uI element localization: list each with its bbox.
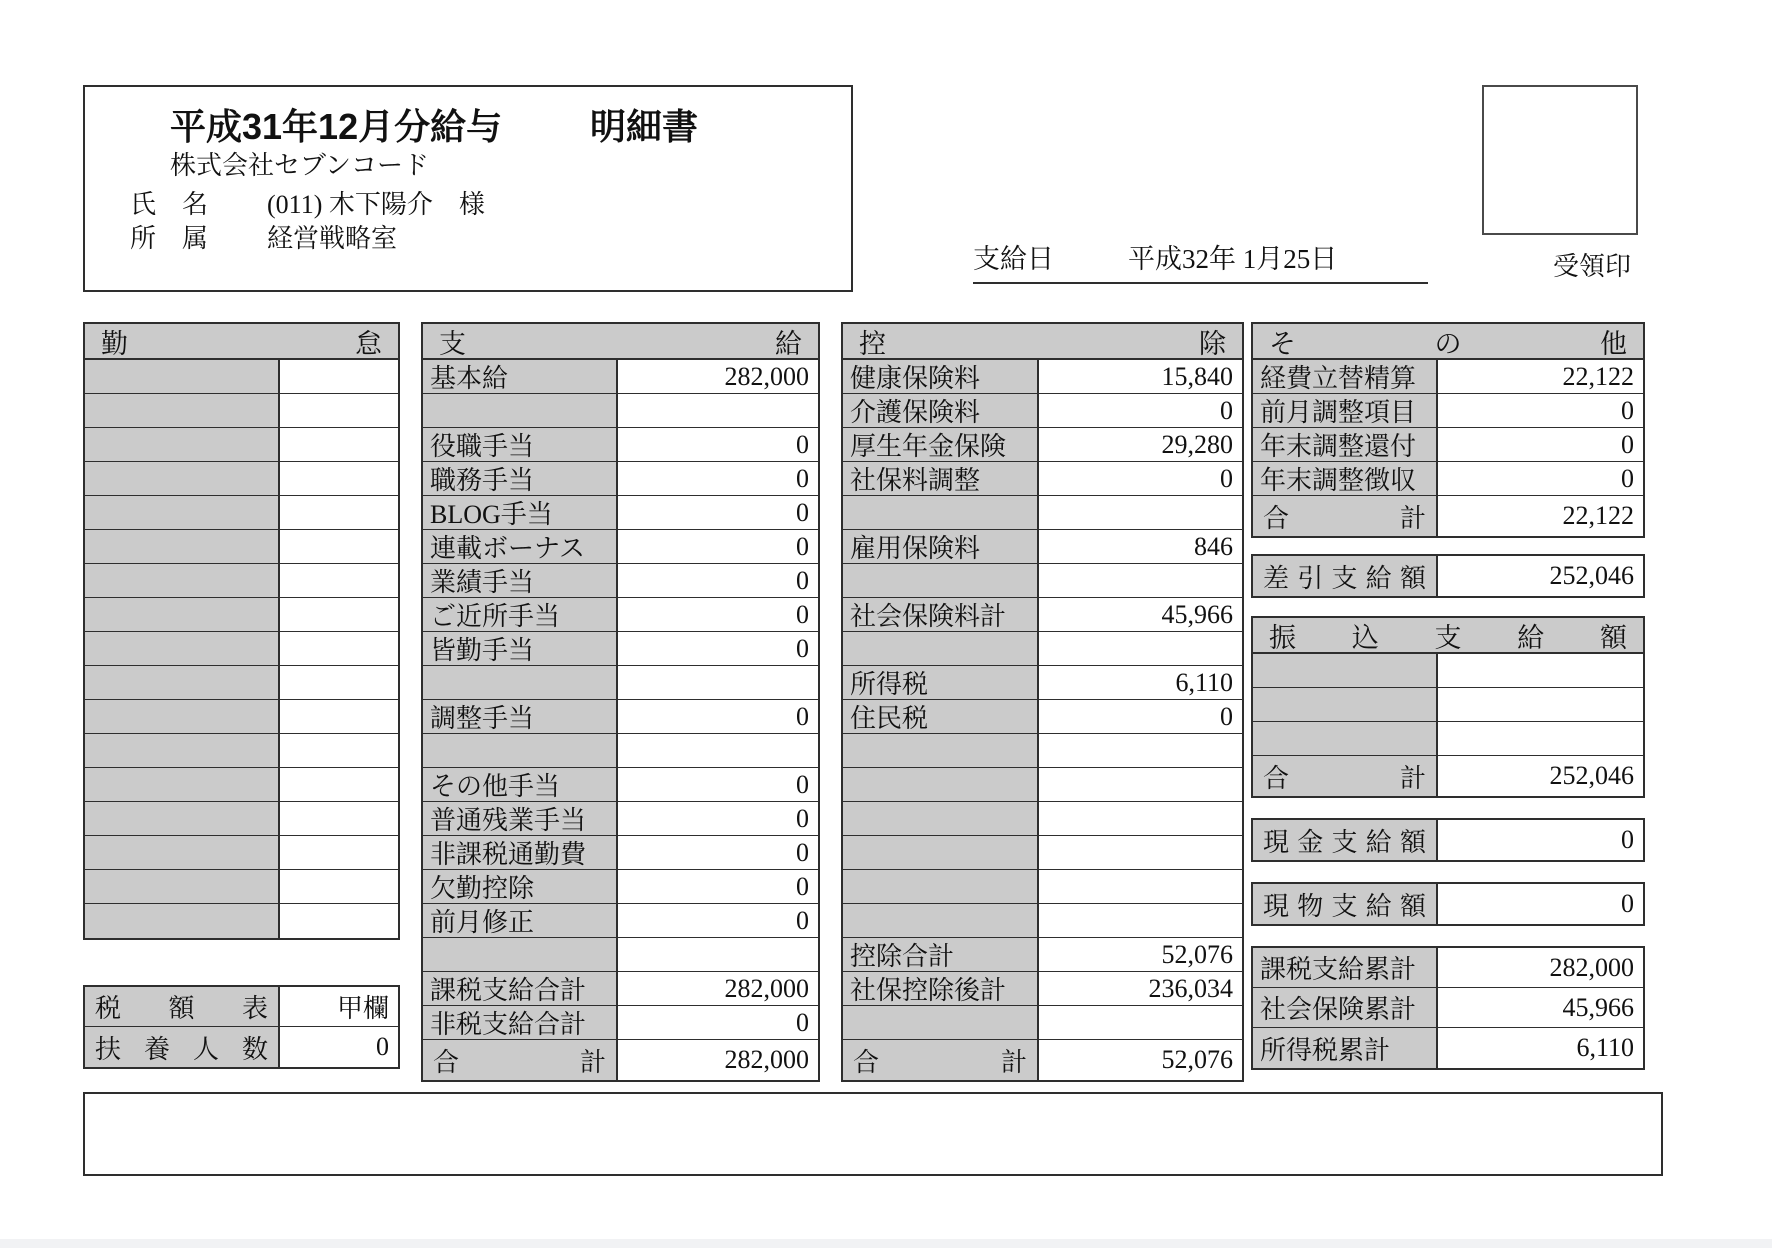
row-value: 45,966 [1039, 598, 1242, 631]
table-row [843, 632, 1242, 666]
row-value: 0 [618, 632, 818, 665]
row-label: 健康保険料 [843, 360, 1039, 393]
table-row [423, 394, 818, 428]
table-row [843, 666, 1242, 700]
row-label [85, 598, 280, 631]
row-value [618, 394, 818, 427]
table-row [843, 462, 1242, 496]
row-label: 所得税累計 [1253, 1028, 1438, 1068]
row-value [1039, 802, 1242, 835]
row-value: 282,000 [618, 972, 818, 1005]
row-value: 0 [1438, 820, 1643, 860]
table-row [85, 768, 398, 802]
remarks-box [83, 1092, 1663, 1176]
row-label [85, 836, 280, 869]
employee-info-box [83, 85, 853, 292]
row-label: 介護保険料 [843, 394, 1039, 427]
row-value: 0 [618, 564, 818, 597]
row-label: 年末調整徴収 [1253, 462, 1438, 495]
table-row [843, 768, 1242, 802]
row-value [280, 394, 398, 427]
row-label: 欠勤控除 [423, 870, 618, 903]
row-value: 0 [618, 1006, 818, 1039]
table-row [85, 987, 398, 1027]
row-label: 課税支給累計 [1253, 948, 1438, 987]
row-value: 236,034 [1039, 972, 1242, 1005]
table-row [843, 802, 1242, 836]
table-row [1253, 556, 1643, 596]
row-value [280, 734, 398, 767]
row-label: ご近所手当 [423, 598, 618, 631]
row-value: 0 [618, 768, 818, 801]
table-row [85, 1027, 398, 1067]
row-value: 0 [1438, 394, 1643, 427]
company-name: 株式会社セブンコード [170, 151, 429, 180]
table-row [423, 462, 818, 496]
row-value [280, 870, 398, 903]
row-value [280, 904, 398, 938]
table-row [843, 972, 1242, 1006]
table-row [1253, 948, 1643, 988]
row-label [423, 394, 618, 427]
payment-header: 支 給 [423, 324, 818, 360]
row-value: 282,000 [1438, 948, 1643, 987]
table-row [85, 530, 398, 564]
row-label: 社保控除後計 [843, 972, 1039, 1005]
row-value [618, 938, 818, 971]
table-row [423, 530, 818, 564]
row-label [843, 1006, 1039, 1039]
row-label [85, 530, 280, 563]
department-label: 所 属 [130, 224, 209, 253]
table-row [85, 666, 398, 700]
row-label: 非課税通勤費 [423, 836, 618, 869]
row-label [843, 904, 1039, 937]
table-row [843, 564, 1242, 598]
table-row [843, 700, 1242, 734]
row-label [85, 428, 280, 461]
row-label: 社会保険料計 [843, 598, 1039, 631]
table-row [1253, 722, 1643, 756]
row-value [280, 462, 398, 495]
row-value: 0 [618, 870, 818, 903]
row-label: 控除合計 [843, 938, 1039, 971]
row-label: 合 計 [843, 1040, 1039, 1080]
row-value [280, 700, 398, 733]
row-value: 0 [618, 530, 818, 563]
table-row [843, 870, 1242, 904]
table-row [85, 564, 398, 598]
table-row [85, 734, 398, 768]
table-row [1253, 462, 1643, 496]
row-value: 0 [1039, 462, 1242, 495]
row-label [85, 904, 280, 938]
row-label [423, 734, 618, 767]
row-value: 22,122 [1438, 496, 1643, 536]
row-label [85, 734, 280, 767]
deduction-table [841, 322, 1244, 1082]
table-row [1253, 496, 1643, 536]
row-value [280, 836, 398, 869]
row-value: 52,076 [1039, 1040, 1242, 1080]
table-row [843, 1006, 1242, 1040]
other-header: そ の 他 [1253, 324, 1643, 360]
row-label: 基本給 [423, 360, 618, 393]
payslip-title: 平成31年12月分給与 [170, 106, 503, 147]
row-label: 税 額 表 [85, 987, 280, 1026]
row-label [85, 462, 280, 495]
row-label: 現 物 支 給 額 [1253, 884, 1438, 924]
row-label [843, 496, 1039, 529]
row-label [843, 768, 1039, 801]
row-value [280, 632, 398, 665]
row-value: 0 [1438, 462, 1643, 495]
row-label [423, 666, 618, 699]
row-value: 甲欄 [280, 987, 398, 1026]
table-row [423, 632, 818, 666]
row-label: 調整手当 [423, 700, 618, 733]
row-value: 0 [280, 1027, 398, 1067]
employee-name: (011) 木下陽介 様 [267, 190, 485, 219]
row-label: 非税支給合計 [423, 1006, 618, 1039]
table-row [85, 394, 398, 428]
row-label: 所得税 [843, 666, 1039, 699]
row-value: 0 [618, 462, 818, 495]
table-row [423, 768, 818, 802]
table-row [1253, 820, 1643, 860]
receipt-stamp-box [1482, 85, 1638, 235]
table-row [423, 836, 818, 870]
department-name: 経営戦略室 [267, 224, 398, 253]
row-label: 連載ボーナス [423, 530, 618, 563]
row-label [843, 802, 1039, 835]
table-row [1253, 428, 1643, 462]
row-label: 課税支給合計 [423, 972, 618, 1005]
row-value [1039, 836, 1242, 869]
row-value: 0 [1039, 700, 1242, 733]
row-value: 846 [1039, 530, 1242, 563]
table-row [843, 530, 1242, 564]
payment-date-label: 支給日 [973, 244, 1054, 274]
row-label: 皆勤手当 [423, 632, 618, 665]
row-label [85, 666, 280, 699]
tax-table-box [83, 985, 400, 1069]
table-row [85, 462, 398, 496]
row-value [280, 496, 398, 529]
bottom-edge-strip [0, 1239, 1772, 1248]
table-row [843, 734, 1242, 768]
row-label: その他手当 [423, 768, 618, 801]
row-value [1438, 688, 1643, 721]
other-table [1251, 322, 1645, 538]
row-value: 0 [1438, 884, 1643, 924]
table-row [85, 700, 398, 734]
table-row [843, 428, 1242, 462]
row-label: 社会保険累計 [1253, 988, 1438, 1027]
row-label [1253, 722, 1438, 755]
row-label: 差 引 支 給 額 [1253, 556, 1438, 596]
row-value [280, 360, 398, 393]
table-row [423, 734, 818, 768]
table-row [423, 802, 818, 836]
table-row [85, 598, 398, 632]
in-kind-pay-box [1251, 882, 1645, 926]
row-value: 0 [1039, 394, 1242, 427]
row-label: 合 計 [423, 1040, 618, 1080]
table-row [423, 1040, 818, 1080]
table-row [1253, 988, 1643, 1028]
row-value: 0 [618, 496, 818, 529]
transfer-header: 振 込 支 給 額 [1253, 618, 1643, 654]
row-value: 6,110 [1039, 666, 1242, 699]
row-value [618, 734, 818, 767]
row-value: 52,076 [1039, 938, 1242, 971]
row-value [1039, 870, 1242, 903]
row-label: 経費立替精算 [1253, 360, 1438, 393]
row-value: 15,840 [1039, 360, 1242, 393]
table-row [1253, 394, 1643, 428]
row-value [618, 666, 818, 699]
row-value: 282,000 [618, 360, 818, 393]
row-label: 業績手当 [423, 564, 618, 597]
table-row [85, 360, 398, 394]
row-value: 0 [618, 700, 818, 733]
row-value: 252,046 [1438, 756, 1643, 796]
row-label [843, 564, 1039, 597]
row-label: 合 計 [1253, 756, 1438, 796]
table-row [85, 904, 398, 938]
row-label [85, 564, 280, 597]
cash-pay-box [1251, 818, 1645, 862]
row-value: 0 [618, 802, 818, 835]
row-label: 雇用保険料 [843, 530, 1039, 563]
row-label [1253, 654, 1438, 687]
table-row [423, 938, 818, 972]
table-row [85, 802, 398, 836]
row-value: 0 [618, 904, 818, 937]
table-row [843, 1040, 1242, 1080]
row-label: 役職手当 [423, 428, 618, 461]
payment-date-row [973, 238, 1428, 284]
row-label: 普通残業手当 [423, 802, 618, 835]
table-row [85, 428, 398, 462]
table-row [1253, 756, 1643, 796]
cumulative-table [1251, 946, 1645, 1070]
table-row [843, 836, 1242, 870]
row-value [280, 666, 398, 699]
row-label [843, 870, 1039, 903]
row-label [1253, 688, 1438, 721]
row-label: 扶 養 人 数 [85, 1027, 280, 1067]
row-label: 年末調整還付 [1253, 428, 1438, 461]
row-label [85, 360, 280, 393]
row-value: 45,966 [1438, 988, 1643, 1027]
row-label [85, 768, 280, 801]
employee-name-label: 氏 名 [130, 190, 209, 219]
row-value [280, 598, 398, 631]
table-row [423, 1006, 818, 1040]
row-value: 22,122 [1438, 360, 1643, 393]
table-row [423, 428, 818, 462]
table-row [85, 632, 398, 666]
row-value [1039, 734, 1242, 767]
row-value: 0 [1438, 428, 1643, 461]
attendance-header: 勤 怠 [85, 324, 398, 360]
row-label [85, 394, 280, 427]
row-label: 合 計 [1253, 496, 1438, 536]
row-label [843, 836, 1039, 869]
row-label: 現 金 支 給 額 [1253, 820, 1438, 860]
table-row [423, 564, 818, 598]
net-pay-box [1251, 554, 1645, 598]
row-value: 0 [618, 428, 818, 461]
row-value [1039, 632, 1242, 665]
table-row [843, 938, 1242, 972]
table-row [1253, 654, 1643, 688]
row-value [280, 564, 398, 597]
row-value [280, 428, 398, 461]
table-row [423, 666, 818, 700]
table-row [85, 870, 398, 904]
row-label [423, 938, 618, 971]
row-label: 前月調整項目 [1253, 394, 1438, 427]
table-row [1253, 1028, 1643, 1068]
table-row [85, 836, 398, 870]
transfer-table [1251, 616, 1645, 798]
row-value [1039, 768, 1242, 801]
row-value: 252,046 [1438, 556, 1643, 596]
table-row [1253, 688, 1643, 722]
row-value [1039, 564, 1242, 597]
row-label: 社保料調整 [843, 462, 1039, 495]
table-row [423, 598, 818, 632]
row-value [1039, 496, 1242, 529]
payment-table [421, 322, 820, 1082]
row-label [843, 632, 1039, 665]
table-row [423, 972, 818, 1006]
payslip-title-suffix: 明細書 [590, 106, 699, 147]
row-label [85, 632, 280, 665]
row-label: 住民税 [843, 700, 1039, 733]
row-label [85, 700, 280, 733]
attendance-table [83, 322, 400, 940]
table-row [843, 394, 1242, 428]
row-label [85, 802, 280, 835]
row-label [843, 734, 1039, 767]
table-row [423, 496, 818, 530]
row-value [1039, 904, 1242, 937]
row-value [280, 802, 398, 835]
row-label: 職務手当 [423, 462, 618, 495]
table-row [843, 598, 1242, 632]
table-row [423, 870, 818, 904]
payment-date-value: 平成32年 1月25日 [1128, 244, 1338, 274]
table-row [843, 904, 1242, 938]
table-row [423, 360, 818, 394]
row-value [280, 768, 398, 801]
row-value: 29,280 [1039, 428, 1242, 461]
table-row [843, 496, 1242, 530]
row-value [280, 530, 398, 563]
row-label [85, 496, 280, 529]
table-row [85, 496, 398, 530]
row-value: 0 [618, 598, 818, 631]
table-row [1253, 884, 1643, 924]
row-label: 厚生年金保険 [843, 428, 1039, 461]
table-row [1253, 360, 1643, 394]
receipt-stamp-label: 受領印 [1553, 252, 1632, 281]
row-label [85, 870, 280, 903]
deduction-header: 控 除 [843, 324, 1242, 360]
row-label: 前月修正 [423, 904, 618, 937]
row-value: 6,110 [1438, 1028, 1643, 1068]
table-row [843, 360, 1242, 394]
row-value [1438, 654, 1643, 687]
table-row [423, 904, 818, 938]
row-label: BLOG手当 [423, 496, 618, 529]
row-value: 0 [618, 836, 818, 869]
row-value [1438, 722, 1643, 755]
row-value: 282,000 [618, 1040, 818, 1080]
row-value [1039, 1006, 1242, 1039]
table-row [423, 700, 818, 734]
